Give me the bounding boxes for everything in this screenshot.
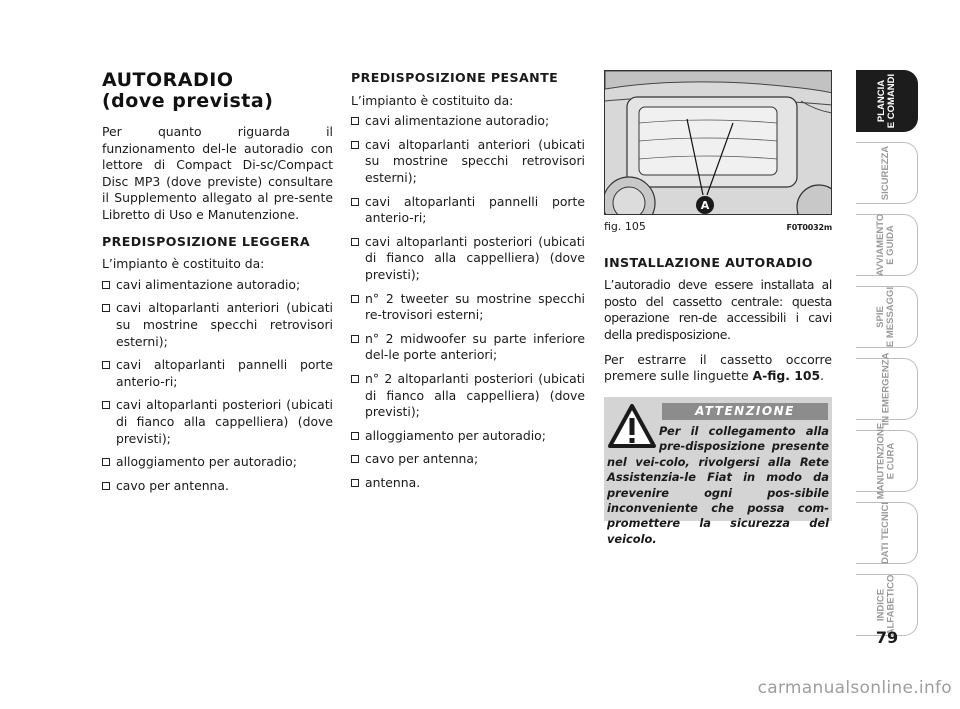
list-item-text: alloggiamento per autoradio; xyxy=(116,454,297,470)
list-item xyxy=(351,428,585,445)
warning-box xyxy=(604,397,832,546)
checkbox-bullet-icon xyxy=(102,281,110,289)
install-paragraph-2-text: Per estrarre il cassetto occorre premere sulle linguette xyxy=(604,351,832,384)
checkbox-bullet-icon xyxy=(102,482,110,490)
list-item-text: cavi altoparlanti anteriori (ubicati su mostrine specchi retrovisori esterni); xyxy=(365,136,585,185)
list-item xyxy=(102,478,333,495)
tab-label: IN EMERGENZA xyxy=(880,352,892,426)
list-heavy xyxy=(351,113,585,491)
page-subtitle: (dove prevista) xyxy=(102,90,274,112)
checkbox-bullet-icon xyxy=(351,375,359,383)
tab-chapter[interactable] xyxy=(856,286,918,348)
list-item-text: n° 2 tweeter su mostrine specchi re-trovisori esterni; xyxy=(365,290,585,323)
install-paragraph-1: L’autoradio deve essere installata al posto del cassetto centrale: questa operazione ren-de accessibili i cavi della predisposizione. xyxy=(604,277,832,342)
tab-chapter[interactable] xyxy=(856,352,918,426)
list-item-text: n° 2 midwoofer su parte inferiore del-le porte anteriori; xyxy=(365,330,585,363)
page-title: AUTORADIO xyxy=(102,69,234,91)
checkbox-bullet-icon xyxy=(351,295,359,303)
tab-label: DATI TECNICI xyxy=(880,501,892,565)
checkbox-bullet-icon xyxy=(351,479,359,487)
section-title-heavy: PREDISPOSIZIONE PESANTE xyxy=(351,70,559,85)
tab-chapter[interactable] xyxy=(856,214,918,276)
list-item xyxy=(351,331,585,364)
checkbox-bullet-icon xyxy=(102,304,110,312)
section-title-light: PREDISPOSIZIONE LEGGERA xyxy=(102,233,311,249)
list-item-text: cavi altoparlanti posteriori (ubicati di fianco alla cappelliera) (dove previsti); xyxy=(116,397,333,446)
list-item xyxy=(351,234,585,284)
figure-reference: A-fig. 105 xyxy=(752,368,821,384)
column-right xyxy=(604,70,832,393)
list-item-text: cavi altoparlanti pannelli porte anterio-ri; xyxy=(365,193,585,226)
figure-label: fig. 105 xyxy=(604,220,646,233)
list-item-text: n° 2 altoparlanti posteriori (ubicati di fianco alla cappelliera) (dove previsti); xyxy=(365,370,585,420)
install-paragraph-2 xyxy=(604,352,832,385)
figure-caption xyxy=(604,219,832,237)
tab-chapter[interactable] xyxy=(856,574,918,636)
checkbox-bullet-icon xyxy=(351,117,359,125)
list-item xyxy=(102,277,333,294)
column-middle xyxy=(351,70,585,498)
tab-label: MANUTENZIONE E CURA xyxy=(875,422,897,500)
list-item-text: cavo per antenna. xyxy=(116,477,229,493)
list-item-text: cavi alimentazione autoradio; xyxy=(365,113,550,129)
tab-chapter[interactable] xyxy=(856,422,918,500)
checkbox-bullet-icon xyxy=(351,238,359,246)
list-item-text: cavi alimentazione autoradio; xyxy=(116,276,301,292)
checkbox-bullet-icon xyxy=(102,361,110,369)
tab-chapter[interactable] xyxy=(856,502,918,564)
list-item xyxy=(102,454,333,471)
checkbox-bullet-icon xyxy=(351,198,359,206)
list-item xyxy=(351,291,585,324)
figure-105 xyxy=(604,70,832,215)
checkbox-bullet-icon xyxy=(351,455,359,463)
warning-text: Per il collegamento alla pre-disposizione presente nel vei-colo, rivolgersi alla Rete Assistenzia-le Fiat in modo da prevenire ogni pos-sibile inconveniente che possa com-promettere la sicurezza del veicolo. xyxy=(607,424,829,546)
list-item-text: cavo per antenna; xyxy=(365,451,479,467)
tab-label: AVVIAMENTO E GUIDA xyxy=(875,213,897,277)
checkbox-bullet-icon xyxy=(102,458,110,466)
checkbox-bullet-icon xyxy=(102,401,110,409)
list-item-text: cavi altoparlanti anteriori (ubicati su mostrine specchi retrovisori esterni); xyxy=(116,300,333,349)
list-item xyxy=(102,300,333,350)
list-item-text: cavi altoparlanti posteriori (ubicati di fianco alla cappelliera) (dove previsti); xyxy=(365,233,585,282)
list-item xyxy=(351,451,585,468)
warning-text-wrap xyxy=(607,424,829,547)
list-item xyxy=(102,357,333,390)
tab-label: PLANCIA E COMANDI xyxy=(876,73,897,129)
section-title-install: INSTALLAZIONE AUTORADIO xyxy=(604,254,813,270)
section-intro-light: L’impianto è costituito da: xyxy=(102,256,265,272)
checkbox-bullet-icon xyxy=(351,432,359,440)
dashboard-radio-illustration xyxy=(605,71,832,215)
watermark: carmanualsonline.info xyxy=(757,678,952,698)
warning-banner: ATTENZIONE xyxy=(662,403,828,420)
list-item xyxy=(351,475,585,492)
tab-label: INDICE ALFABETICO xyxy=(875,574,897,636)
tab-chapter[interactable] xyxy=(856,142,918,204)
figure-code: F0T0032m xyxy=(786,223,832,232)
list-item-text: cavi altoparlanti pannelli porte anterio-ri; xyxy=(116,357,333,389)
checkbox-bullet-icon xyxy=(351,141,359,149)
list-item xyxy=(102,397,333,447)
column-left xyxy=(102,70,333,501)
install-paragraph-2-end: . xyxy=(820,368,825,384)
page-number: 79 xyxy=(875,628,899,647)
list-item-text: antenna. xyxy=(365,474,421,490)
list-light xyxy=(102,277,333,495)
checkbox-bullet-icon xyxy=(351,335,359,343)
tab-label: SICUREZZA xyxy=(880,145,892,201)
list-item xyxy=(351,194,585,227)
intro-paragraph: Per quanto riguarda il funzionamento del-le autoradio con lettore di Compact Di-sc/Compact Disc MP3 (dove previste) consultare il Supplemento allegato al pre-sente Libretto di Uso e Manutenzione. xyxy=(102,124,333,222)
tab-chapter[interactable] xyxy=(856,70,918,132)
list-item xyxy=(351,113,585,130)
callout-a: A xyxy=(700,199,710,212)
list-item xyxy=(351,137,585,187)
tab-label: SPIE E MESSAGGI xyxy=(875,286,897,348)
list-item-text: alloggiamento per autoradio; xyxy=(365,427,546,443)
section-intro-heavy: L’impianto è costituito da: xyxy=(351,92,514,108)
list-item xyxy=(351,371,585,421)
